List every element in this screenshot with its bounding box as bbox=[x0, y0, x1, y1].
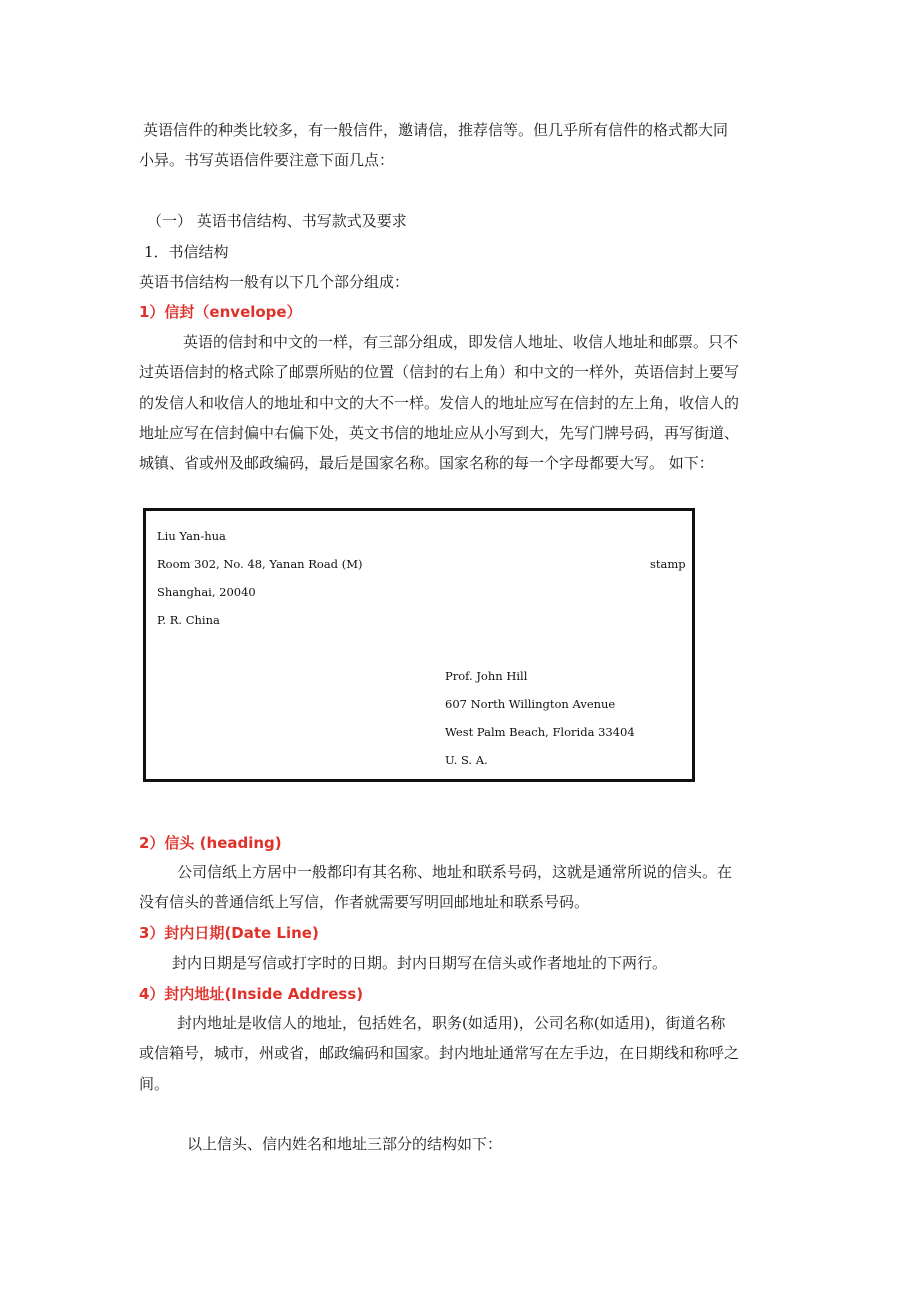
inside-address-line: 封内地址是收信人的地址，包括姓名，职务(如适用)，公司名称(如适用)，街道名称 bbox=[177, 1014, 726, 1032]
sender-country: P. R. China bbox=[157, 613, 220, 627]
recipient-city: West Palm Beach, Florida 33404 bbox=[445, 725, 635, 739]
heading-section-title: 2）信头 (heading) bbox=[139, 834, 282, 852]
intro-line-1: 英语信件的种类比较多，有一般信件，邀请信，推荐信等。但几乎所有信件的格式都大同 bbox=[143, 121, 729, 139]
recipient-street: 607 North Willington Avenue bbox=[445, 697, 616, 711]
stamp-label: stamp bbox=[650, 557, 686, 571]
closing-line: 以上信头、信内姓名和地址三部分的结构如下： bbox=[187, 1135, 503, 1153]
date-line-paragraph: 封内日期是写信或打字时的日期。封内日期写在信头或作者地址的下两行。 bbox=[172, 954, 668, 972]
envelope-heading: 1）信封（envelope） bbox=[139, 303, 302, 321]
envelope-paragraph-line: 城镇、省或州及邮政编码，最后是国家名称。国家名称的每一个字母都要大写。 如下： bbox=[139, 454, 714, 472]
inside-address-line: 或信箱号，城市，州或省，邮政编码和国家。封内地址通常写在左手边，在日期线和称呼之 bbox=[139, 1044, 740, 1062]
envelope-paragraph-line: 过英语信封的格式除了邮票所贴的位置（信封的右上角）和中文的一样外，英语信封上要写 bbox=[139, 363, 740, 381]
subsection-intro: 英语书信结构一般有以下几个部分组成： bbox=[139, 273, 410, 291]
envelope-paragraph-line: 的发信人和收信人的地址和中文的大不一样。发信人的地址应写在信封的左上角，收信人的 bbox=[139, 394, 740, 412]
inside-address-heading: 4）封内地址(Inside Address) bbox=[139, 985, 364, 1003]
section-title: （一） 英语书信结构、书写款式及要求 bbox=[147, 212, 407, 230]
subsection-title: 1．书信结构 bbox=[144, 243, 229, 261]
heading-paragraph-line: 公司信纸上方居中一般都印有其名称、地址和联系号码，这就是通常所说的信头。在 bbox=[177, 863, 733, 881]
sender-city: Shanghai, 20040 bbox=[157, 585, 256, 599]
intro-line-2: 小异。书写英语信件要注意下面几点： bbox=[139, 151, 395, 169]
inside-address-line: 间。 bbox=[139, 1075, 170, 1093]
date-line-heading: 3）封内日期(Date Line) bbox=[139, 924, 319, 942]
envelope-paragraph-line: 地址应写在信封偏中右偏下处，英文书信的地址应从小写到大，先写门牌号码，再写街道、 bbox=[139, 424, 740, 442]
envelope-sample bbox=[143, 508, 695, 782]
recipient-country: U. S. A. bbox=[445, 753, 488, 767]
sender-street: Room 302, No. 48, Yanan Road (M) bbox=[157, 557, 363, 571]
sender-name: Liu Yan-hua bbox=[157, 529, 226, 543]
heading-paragraph-line: 没有信头的普通信纸上写信，作者就需要写明回邮地址和联系号码。 bbox=[139, 893, 590, 911]
envelope-paragraph-line: 英语的信封和中文的一样，有三部分组成，即发信人地址、收信人地址和邮票。只不 bbox=[183, 333, 739, 351]
recipient-name: Prof. John Hill bbox=[445, 669, 528, 683]
